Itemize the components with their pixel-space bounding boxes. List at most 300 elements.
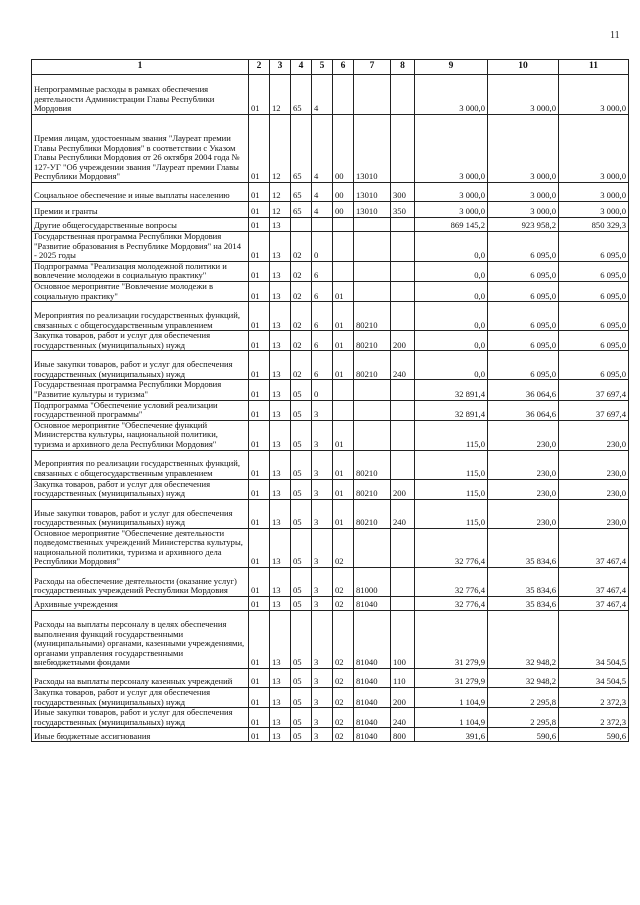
amount-year-3: 230,0 — [559, 450, 629, 479]
amount-year-2: 6 095,0 — [488, 331, 559, 351]
code-program: 65 — [291, 183, 312, 202]
code-expense-type — [391, 597, 415, 611]
code-subprogram: 3 — [312, 400, 333, 420]
row-name: Мероприятия по реализации государственных функций, связанных с общегосударственным управлением — [32, 450, 249, 479]
code-section: 01 — [249, 688, 270, 708]
code-direction — [354, 528, 391, 567]
row-name: Основное мероприятие "Обеспечение деятельности подведомственных учреждений Министерства культуры, национальной политики, туризма и архивного дела Республики Мордовия" — [32, 528, 249, 567]
code-subprogram: 3 — [312, 669, 333, 688]
code-subprogram: 6 — [312, 331, 333, 351]
code-subsection: 13 — [270, 568, 291, 597]
code-program: 05 — [291, 568, 312, 597]
code-direction: 81040 — [354, 669, 391, 688]
code-subprogram: 4 — [312, 183, 333, 202]
code-expense-type — [391, 75, 415, 115]
code-section: 01 — [249, 261, 270, 281]
code-section: 01 — [249, 183, 270, 202]
code-subsection: 13 — [270, 479, 291, 499]
code-subsection: 13 — [270, 281, 291, 301]
amount-year-2: 590,6 — [488, 728, 559, 742]
code-subprogram: 3 — [312, 450, 333, 479]
amount-year-1: 31 279,9 — [415, 669, 488, 688]
code-program: 05 — [291, 688, 312, 708]
amount-year-1: 32 776,4 — [415, 528, 488, 567]
code-direction: 80210 — [354, 499, 391, 528]
code-direction: 13010 — [354, 202, 391, 218]
table-row — [32, 232, 629, 262]
amount-year-3: 37 697,4 — [559, 400, 629, 420]
amount-year-1: 31 279,9 — [415, 611, 488, 669]
code-direction — [354, 400, 391, 420]
code-expense-type — [391, 380, 415, 400]
row-name: Премия лицам, удостоенным звания "Лауреат премии Главы Республики Мордовия" в соответствии с Указом Главы Республики Мордовия от 26 октября 2004 года № 127-УГ "Об учреждении звания "Лауреат премии Главы Республики Мордовия" — [32, 115, 249, 183]
code-section: 01 — [249, 708, 270, 728]
code-subprogram: 3 — [312, 728, 333, 742]
amount-year-1: 3 000,0 — [415, 75, 488, 115]
code-direction: 13010 — [354, 115, 391, 183]
amount-year-2: 6 095,0 — [488, 261, 559, 281]
amount-year-3: 6 095,0 — [559, 281, 629, 301]
code-section: 01 — [249, 202, 270, 218]
amount-year-1: 1 104,9 — [415, 688, 488, 708]
table-row — [32, 218, 629, 232]
table-row — [32, 708, 629, 728]
code-program: 05 — [291, 400, 312, 420]
code-subprogram: 3 — [312, 420, 333, 450]
amount-year-1: 1 104,9 — [415, 708, 488, 728]
table-row — [32, 75, 629, 115]
code-expense-type — [391, 420, 415, 450]
code-event — [333, 261, 354, 281]
header-cell: 5 — [312, 60, 333, 75]
code-direction: 13010 — [354, 183, 391, 202]
code-expense-type: 350 — [391, 202, 415, 218]
row-name: Архивные учреждения — [32, 597, 249, 611]
code-expense-type: 100 — [391, 611, 415, 669]
code-expense-type — [391, 302, 415, 331]
amount-year-1: 0,0 — [415, 331, 488, 351]
code-section: 01 — [249, 669, 270, 688]
header-cell: 11 — [559, 60, 629, 75]
code-section: 01 — [249, 232, 270, 262]
row-name: Непрограммные расходы в рамках обеспечения деятельности Администрации Главы Республики Мордовия — [32, 75, 249, 115]
header-cell: 2 — [249, 60, 270, 75]
code-program: 02 — [291, 261, 312, 281]
amount-year-1: 32 891,4 — [415, 380, 488, 400]
code-direction: 81000 — [354, 568, 391, 597]
code-direction — [354, 281, 391, 301]
code-program: 05 — [291, 611, 312, 669]
code-event: 02 — [333, 611, 354, 669]
amount-year-3: 850 329,3 — [559, 218, 629, 232]
table-row — [32, 597, 629, 611]
amount-year-3: 34 504,5 — [559, 611, 629, 669]
code-event: 01 — [333, 450, 354, 479]
amount-year-3: 37 467,4 — [559, 568, 629, 597]
code-event: 00 — [333, 183, 354, 202]
code-event — [333, 232, 354, 262]
row-name: Государственная программа Республики Мордовия "Развитие образования в Республике Мордовия" на 2014 - 2025 годы — [32, 232, 249, 262]
header-cell: 4 — [291, 60, 312, 75]
amount-year-2: 230,0 — [488, 450, 559, 479]
amount-year-1: 0,0 — [415, 351, 488, 380]
table-row — [32, 400, 629, 420]
code-subprogram: 3 — [312, 708, 333, 728]
amount-year-3: 6 095,0 — [559, 261, 629, 281]
amount-year-1: 0,0 — [415, 261, 488, 281]
code-event — [333, 400, 354, 420]
amount-year-3: 230,0 — [559, 479, 629, 499]
amount-year-3: 230,0 — [559, 499, 629, 528]
amount-year-2: 32 948,2 — [488, 669, 559, 688]
row-name: Иные закупки товаров, работ и услуг для обеспечения государственных (муниципальных) нужд — [32, 499, 249, 528]
code-subprogram: 6 — [312, 351, 333, 380]
amount-year-2: 36 064,6 — [488, 400, 559, 420]
header-cell: 1 — [32, 60, 249, 75]
code-expense-type — [391, 568, 415, 597]
code-subsection: 13 — [270, 688, 291, 708]
amount-year-2: 3 000,0 — [488, 202, 559, 218]
table-row — [32, 380, 629, 400]
amount-year-3: 6 095,0 — [559, 232, 629, 262]
page-number: 11 — [610, 30, 620, 41]
table-row — [32, 450, 629, 479]
code-direction: 80210 — [354, 479, 391, 499]
code-subprogram: 4 — [312, 75, 333, 115]
code-expense-type — [391, 281, 415, 301]
amount-year-1: 3 000,0 — [415, 202, 488, 218]
amount-year-2: 6 095,0 — [488, 351, 559, 380]
amount-year-2: 36 064,6 — [488, 380, 559, 400]
code-section: 01 — [249, 281, 270, 301]
code-expense-type: 240 — [391, 499, 415, 528]
amount-year-3: 37 467,4 — [559, 528, 629, 567]
code-section: 01 — [249, 611, 270, 669]
amount-year-2: 6 095,0 — [488, 281, 559, 301]
row-name: Премии и гранты — [32, 202, 249, 218]
amount-year-1: 3 000,0 — [415, 183, 488, 202]
code-section: 01 — [249, 302, 270, 331]
code-program: 05 — [291, 528, 312, 567]
code-direction — [354, 75, 391, 115]
table-body — [32, 75, 629, 742]
amount-year-3: 590,6 — [559, 728, 629, 742]
code-expense-type — [391, 232, 415, 262]
code-subsection: 13 — [270, 669, 291, 688]
code-direction — [354, 420, 391, 450]
row-name: Государственная программа Республики Мордовия "Развитие культуры и туризма" — [32, 380, 249, 400]
row-name: Иные бюджетные ассигнования — [32, 728, 249, 742]
header-cell: 8 — [391, 60, 415, 75]
amount-year-1: 0,0 — [415, 281, 488, 301]
code-direction — [354, 218, 391, 232]
amount-year-2: 923 958,2 — [488, 218, 559, 232]
amount-year-1: 32 776,4 — [415, 568, 488, 597]
code-subsection: 13 — [270, 380, 291, 400]
header-cell: 3 — [270, 60, 291, 75]
code-section: 01 — [249, 499, 270, 528]
code-subsection: 13 — [270, 420, 291, 450]
amount-year-1: 115,0 — [415, 499, 488, 528]
code-subsection: 13 — [270, 708, 291, 728]
header-cell: 7 — [354, 60, 391, 75]
code-expense-type: 200 — [391, 479, 415, 499]
code-expense-type — [391, 450, 415, 479]
code-program: 05 — [291, 728, 312, 742]
code-event — [333, 380, 354, 400]
table-row — [32, 728, 629, 742]
code-program — [291, 218, 312, 232]
code-program: 05 — [291, 708, 312, 728]
row-name: Подпрограмма "Реализация молодежной политики и вовлечение молодежи в социальную практику" — [32, 261, 249, 281]
code-subprogram: 3 — [312, 611, 333, 669]
code-event: 02 — [333, 728, 354, 742]
code-subsection: 13 — [270, 611, 291, 669]
code-direction: 81040 — [354, 708, 391, 728]
code-program: 05 — [291, 669, 312, 688]
code-subprogram: 0 — [312, 380, 333, 400]
amount-year-3: 3 000,0 — [559, 202, 629, 218]
row-name: Социальное обеспечение и иные выплаты населению — [32, 183, 249, 202]
code-subsection: 13 — [270, 499, 291, 528]
code-subprogram: 4 — [312, 202, 333, 218]
code-subsection: 13 — [270, 597, 291, 611]
table-row — [32, 202, 629, 218]
code-program: 05 — [291, 420, 312, 450]
amount-year-2: 35 834,6 — [488, 568, 559, 597]
code-subprogram: 3 — [312, 568, 333, 597]
amount-year-1: 869 145,2 — [415, 218, 488, 232]
row-name: Другие общегосударственные вопросы — [32, 218, 249, 232]
amount-year-3: 37 467,4 — [559, 597, 629, 611]
code-event: 02 — [333, 669, 354, 688]
row-name: Подпрограмма "Обеспечение условий реализации государственной программы" — [32, 400, 249, 420]
table-row — [32, 479, 629, 499]
code-subsection: 13 — [270, 450, 291, 479]
amount-year-3: 6 095,0 — [559, 331, 629, 351]
code-subprogram: 6 — [312, 281, 333, 301]
amount-year-3: 3 000,0 — [559, 183, 629, 202]
code-expense-type — [391, 115, 415, 183]
code-expense-type — [391, 261, 415, 281]
amount-year-3: 3 000,0 — [559, 115, 629, 183]
row-name: Мероприятия по реализации государственных функций, связанных с общегосударственным управлением — [32, 302, 249, 331]
code-expense-type: 240 — [391, 708, 415, 728]
row-name: Расходы на выплаты персоналу в целях обеспечения выполнения функций государственными (муниципальными) органами, казенными учреждениями, органами управления государственными внебюджетными фондами — [32, 611, 249, 669]
code-subsection: 13 — [270, 261, 291, 281]
row-name: Закупка товаров, работ и услуг для обеспечения государственных (муниципальных) нужд — [32, 479, 249, 499]
code-section: 01 — [249, 380, 270, 400]
code-event: 02 — [333, 688, 354, 708]
amount-year-3: 2 372,3 — [559, 708, 629, 728]
code-direction: 81040 — [354, 597, 391, 611]
code-subsection: 12 — [270, 202, 291, 218]
code-expense-type — [391, 528, 415, 567]
amount-year-1: 391,6 — [415, 728, 488, 742]
amount-year-1: 0,0 — [415, 302, 488, 331]
code-section: 01 — [249, 479, 270, 499]
code-expense-type: 110 — [391, 669, 415, 688]
table-row — [32, 115, 629, 183]
code-section: 01 — [249, 728, 270, 742]
code-subsection: 13 — [270, 331, 291, 351]
amount-year-3: 2 372,3 — [559, 688, 629, 708]
amount-year-2: 230,0 — [488, 420, 559, 450]
code-section: 01 — [249, 75, 270, 115]
code-program: 02 — [291, 281, 312, 301]
amount-year-3: 37 697,4 — [559, 380, 629, 400]
amount-year-1: 32 891,4 — [415, 400, 488, 420]
code-expense-type — [391, 218, 415, 232]
code-subprogram: 4 — [312, 115, 333, 183]
code-subprogram: 3 — [312, 688, 333, 708]
table-row — [32, 281, 629, 301]
code-program: 02 — [291, 351, 312, 380]
code-program: 05 — [291, 479, 312, 499]
code-expense-type: 200 — [391, 331, 415, 351]
code-direction: 80210 — [354, 302, 391, 331]
code-event: 01 — [333, 281, 354, 301]
code-event — [333, 75, 354, 115]
row-name: Расходы на выплаты персоналу казенных учреждений — [32, 669, 249, 688]
code-section: 01 — [249, 450, 270, 479]
code-direction: 81040 — [354, 688, 391, 708]
code-program: 65 — [291, 202, 312, 218]
amount-year-1: 115,0 — [415, 420, 488, 450]
code-program: 05 — [291, 597, 312, 611]
table-row — [32, 420, 629, 450]
row-name: Иные закупки товаров, работ и услуг для обеспечения государственных (муниципальных) нужд — [32, 708, 249, 728]
amount-year-2: 6 095,0 — [488, 302, 559, 331]
row-name: Закупка товаров, работ и услуг для обеспечения государственных (муниципальных) нужд — [32, 688, 249, 708]
code-program: 02 — [291, 331, 312, 351]
code-subprogram: 3 — [312, 499, 333, 528]
budget-table — [31, 59, 629, 742]
amount-year-3: 3 000,0 — [559, 75, 629, 115]
row-name: Основное мероприятие "Обеспечение функций Министерства культуры, национальной политики, туризма и архивного дела Республики Мордовия" — [32, 420, 249, 450]
header-cell: 10 — [488, 60, 559, 75]
code-subprogram — [312, 218, 333, 232]
code-subsection: 13 — [270, 528, 291, 567]
code-section: 01 — [249, 528, 270, 567]
code-expense-type — [391, 400, 415, 420]
amount-year-2: 230,0 — [488, 499, 559, 528]
code-event: 01 — [333, 302, 354, 331]
code-subsection: 13 — [270, 351, 291, 380]
amount-year-1: 32 776,4 — [415, 597, 488, 611]
code-subsection: 12 — [270, 183, 291, 202]
code-event: 02 — [333, 568, 354, 597]
code-program: 05 — [291, 499, 312, 528]
table-row — [32, 331, 629, 351]
amount-year-2: 3 000,0 — [488, 183, 559, 202]
code-event: 01 — [333, 479, 354, 499]
amount-year-2: 230,0 — [488, 479, 559, 499]
code-event: 00 — [333, 115, 354, 183]
amount-year-3: 34 504,5 — [559, 669, 629, 688]
code-event: 02 — [333, 597, 354, 611]
code-expense-type: 300 — [391, 183, 415, 202]
table-row — [32, 568, 629, 597]
table-row — [32, 528, 629, 567]
code-section: 01 — [249, 218, 270, 232]
code-section: 01 — [249, 597, 270, 611]
table-row — [32, 611, 629, 669]
code-subprogram: 3 — [312, 597, 333, 611]
code-section: 01 — [249, 331, 270, 351]
header-row — [32, 60, 629, 75]
row-name: Расходы на обеспечение деятельности (оказание услуг) государственных учреждений Республики Мордовия — [32, 568, 249, 597]
amount-year-1: 115,0 — [415, 479, 488, 499]
code-subsection: 13 — [270, 728, 291, 742]
amount-year-2: 3 000,0 — [488, 115, 559, 183]
code-event — [333, 218, 354, 232]
table-row — [32, 688, 629, 708]
table-row — [32, 261, 629, 281]
code-event: 01 — [333, 420, 354, 450]
code-program: 02 — [291, 232, 312, 262]
code-subprogram: 6 — [312, 302, 333, 331]
code-subprogram: 3 — [312, 479, 333, 499]
amount-year-1: 3 000,0 — [415, 115, 488, 183]
code-program: 05 — [291, 450, 312, 479]
header-cell: 6 — [333, 60, 354, 75]
amount-year-2: 6 095,0 — [488, 232, 559, 262]
code-program: 02 — [291, 302, 312, 331]
table-row — [32, 183, 629, 202]
code-section: 01 — [249, 420, 270, 450]
code-program: 65 — [291, 115, 312, 183]
code-program: 05 — [291, 380, 312, 400]
table-row — [32, 302, 629, 331]
code-event: 02 — [333, 708, 354, 728]
code-subprogram: 6 — [312, 261, 333, 281]
code-event: 01 — [333, 499, 354, 528]
row-name: Основное мероприятие "Вовлечение молодежи в социальную практику" — [32, 281, 249, 301]
amount-year-2: 2 295,8 — [488, 688, 559, 708]
code-section: 01 — [249, 351, 270, 380]
table-row — [32, 669, 629, 688]
amount-year-2: 3 000,0 — [488, 75, 559, 115]
amount-year-1: 115,0 — [415, 450, 488, 479]
code-direction: 80210 — [354, 351, 391, 380]
code-program: 65 — [291, 75, 312, 115]
code-section: 01 — [249, 400, 270, 420]
amount-year-3: 6 095,0 — [559, 302, 629, 331]
table-row — [32, 499, 629, 528]
header-cell: 9 — [415, 60, 488, 75]
code-direction: 80210 — [354, 450, 391, 479]
code-subprogram: 0 — [312, 232, 333, 262]
code-expense-type: 240 — [391, 351, 415, 380]
amount-year-3: 230,0 — [559, 420, 629, 450]
amount-year-2: 32 948,2 — [488, 611, 559, 669]
code-direction — [354, 380, 391, 400]
code-subprogram: 3 — [312, 528, 333, 567]
code-event: 01 — [333, 331, 354, 351]
code-subsection: 13 — [270, 218, 291, 232]
amount-year-2: 35 834,6 — [488, 597, 559, 611]
code-event: 02 — [333, 528, 354, 567]
row-name: Закупка товаров, работ и услуг для обеспечения государственных (муниципальных) нужд — [32, 331, 249, 351]
code-subsection: 13 — [270, 232, 291, 262]
code-direction: 81040 — [354, 611, 391, 669]
amount-year-3: 6 095,0 — [559, 351, 629, 380]
amount-year-1: 0,0 — [415, 232, 488, 262]
code-expense-type: 800 — [391, 728, 415, 742]
code-direction: 81040 — [354, 728, 391, 742]
row-name: Иные закупки товаров, работ и услуг для обеспечения государственных (муниципальных) нужд — [32, 351, 249, 380]
